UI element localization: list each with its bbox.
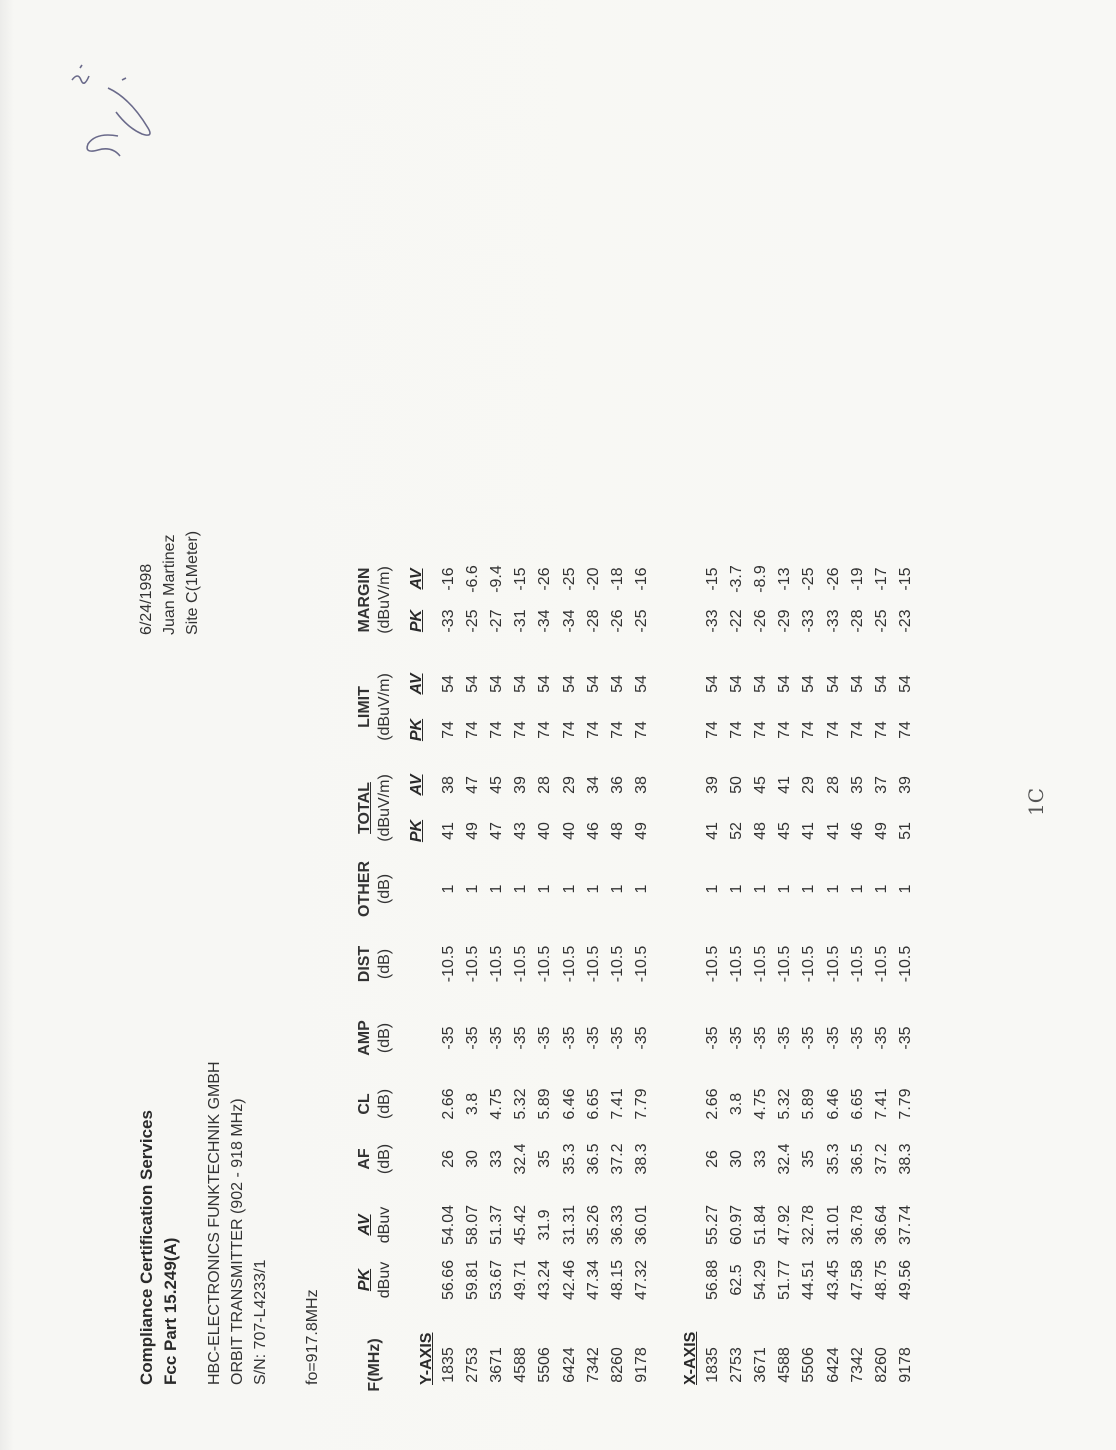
cell-limit-av: 54 [560,675,578,693]
fundamental-frequency: fo=917.8MHz [304,1289,321,1385]
cell-margin-av: -16 [632,567,650,591]
cell-limit-av: 54 [464,675,482,693]
cell-freq: 8260 [872,1347,890,1383]
cell-dist: -10.5 [848,945,866,983]
cell-limit-av: 54 [728,675,746,693]
cell-pk: 56.88 [704,1259,721,1301]
cell-freq: 1835 [704,1347,721,1383]
cell-margin-av: -8.9 [752,565,770,593]
cell-total-pk: 49 [464,822,482,840]
cell-av: 58.07 [464,1204,482,1246]
cell-pk: 48.75 [872,1259,890,1301]
test-site: Site C(1Meter) [184,530,201,635]
cell-limit-pk: 74 [752,721,770,739]
cell-amp: -35 [488,1026,506,1050]
cell-total-pk: 46 [584,822,602,840]
cell-margin-av: -26 [824,567,842,591]
cell-freq: 1835 [440,1347,457,1383]
cell-margin-av: -9.4 [488,565,506,593]
manufacturer: HBC-ELECTRONICS FUNKTECHNIK GMBH [206,1061,223,1385]
cell-margin-pk: -26 [752,609,770,633]
cell-cl: 6.46 [560,1088,578,1120]
cell-limit-av: 54 [488,675,506,693]
cell-av: 60.97 [728,1204,746,1246]
cell-freq: 8260 [608,1347,626,1383]
cell-pk: 47.58 [848,1259,866,1301]
cell-av: 36.78 [848,1204,866,1246]
header-limit-unit: (dBuV/m) [376,673,393,741]
cell-margin-pk: -33 [824,609,842,633]
cell-af: 30 [728,1150,746,1168]
cell-af: 35 [536,1150,554,1168]
cell-dist: -10.5 [512,945,530,983]
cell-pk: 47.34 [584,1259,602,1301]
cell-other: 1 [536,884,554,894]
cell-total-av: 34 [584,776,602,794]
header-cl-unit: (dB) [376,1088,393,1120]
cell-margin-pk: -25 [464,609,482,633]
cell-cl: 5.32 [512,1088,530,1120]
cell-other: 1 [704,884,721,894]
cell-freq: 5506 [536,1347,554,1383]
cell-other: 1 [608,884,626,894]
cell-limit-av: 54 [440,675,457,693]
cell-af: 37.2 [872,1143,890,1175]
cell-total-pk: 46 [848,822,866,840]
cell-limit-pk: 74 [512,721,530,739]
subheader-total-av: AV [408,774,425,796]
cell-total-pk: 47 [488,822,506,840]
cell-dist: -10.5 [776,945,794,983]
cell-cl: 6.46 [824,1088,842,1120]
subheader-total-pk: PK [408,819,425,843]
cell-other: 1 [584,884,602,894]
cell-limit-pk: 74 [632,721,650,739]
cell-other: 1 [824,884,842,894]
cell-total-pk: 41 [800,822,818,840]
cell-cl: 5.32 [776,1088,794,1120]
cell-limit-av: 54 [800,675,818,693]
cell-freq: 7342 [584,1347,602,1383]
cell-cl: 5.89 [800,1088,818,1120]
cell-limit-pk: 74 [872,721,890,739]
cell-limit-pk: 74 [776,721,794,739]
cell-af: 26 [704,1150,721,1168]
cell-av: 36.33 [608,1204,626,1246]
cell-total-pk: 40 [536,822,554,840]
cell-freq: 5506 [800,1347,818,1383]
cell-pk: 44.51 [800,1259,818,1301]
cell-amp: -35 [752,1026,770,1050]
cell-margin-pk: -33 [704,609,721,633]
header-margin-unit: (dBuV/m) [376,566,393,634]
cell-margin-pk: -29 [776,609,794,633]
cell-limit-pk: 74 [704,721,721,739]
cell-av: 35.26 [584,1204,602,1246]
cell-amp: -35 [560,1026,578,1050]
cell-dist: -10.5 [704,945,721,983]
cell-cl: 6.65 [848,1088,866,1120]
cell-pk: 43.45 [824,1259,842,1301]
cell-limit-av: 54 [608,675,626,693]
cell-av: 36.64 [872,1204,890,1246]
cell-limit-av: 54 [776,675,794,693]
section-label: Y-AXIS [418,1332,435,1385]
header-pk: PK [356,1268,373,1292]
cell-freq: 2753 [464,1347,482,1383]
cell-freq: 7342 [848,1347,866,1383]
cell-pk: 47.32 [632,1259,650,1301]
cell-total-av: 50 [728,776,746,794]
cell-margin-av: -25 [800,567,818,591]
cell-limit-pk: 74 [440,721,457,739]
cell-av: 31.31 [560,1204,578,1246]
cell-pk: 49.56 [896,1259,914,1301]
cell-amp: -35 [848,1026,866,1050]
report-page [105,15,985,1392]
cell-total-av: 28 [824,776,842,794]
cell-af: 32.4 [776,1143,794,1175]
header-af: AF [356,1148,373,1170]
cell-av: 45.42 [512,1204,530,1246]
cell-amp: -35 [464,1026,482,1050]
cell-total-pk: 51 [896,822,914,840]
cell-other: 1 [848,884,866,894]
cell-margin-av: -15 [704,567,721,591]
cell-limit-pk: 74 [536,721,554,739]
cell-total-av: 47 [464,776,482,794]
header-dist-unit: (dB) [376,948,393,980]
cell-av: 36.01 [632,1204,650,1246]
header-other-unit: (dB) [376,873,393,905]
cell-dist: -10.5 [728,945,746,983]
cell-margin-av: -13 [776,567,794,591]
header-total: TOTAL [356,782,373,834]
cell-dist: -10.5 [800,945,818,983]
cell-margin-av: -15 [512,567,530,591]
cell-limit-av: 54 [752,675,770,693]
cell-dist: -10.5 [440,945,457,983]
test-date: 6/24/1998 [138,563,155,635]
cell-margin-av: -3.7 [728,565,746,593]
cell-total-av: 29 [800,776,818,794]
cell-total-pk: 41 [824,822,842,840]
cell-cl: 3.8 [728,1092,746,1116]
cell-av: 32.78 [800,1204,818,1246]
cell-af: 33 [752,1150,770,1168]
device-name: ORBIT TRANSMITTER (902 - 918 MHz) [229,1098,246,1385]
cell-other: 1 [752,884,770,894]
cell-amp: -35 [512,1026,530,1050]
subheader-limit-av: AV [408,673,425,695]
serial-number: S/N: 707-L4233/1 [252,1259,269,1385]
cell-dist: -10.5 [536,945,554,983]
cell-total-av: 39 [512,776,530,794]
cell-pk: 48.15 [608,1259,626,1301]
cell-margin-av: -20 [584,567,602,591]
cell-freq: 3671 [488,1347,506,1383]
cell-margin-av: -18 [608,567,626,591]
cell-total-av: 29 [560,776,578,794]
cell-margin-pk: -26 [608,609,626,633]
cell-freq: 4588 [776,1347,794,1383]
header-av: AV [356,1214,373,1236]
cell-af: 30 [464,1150,482,1168]
cell-freq: 9178 [896,1347,914,1383]
cell-dist: -10.5 [560,945,578,983]
cell-amp: -35 [704,1026,721,1050]
header-pk-unit: dBuv [376,1261,393,1299]
cell-total-av: 36 [608,776,626,794]
cell-cl: 3.8 [464,1092,482,1116]
cell-other: 1 [776,884,794,894]
cell-cl: 2.66 [440,1088,457,1120]
cell-other: 1 [488,884,506,894]
cell-pk: 43.24 [536,1259,554,1301]
cell-cl: 7.41 [872,1088,890,1120]
cell-af: 36.5 [848,1143,866,1175]
cell-total-pk: 52 [728,822,746,840]
cell-cl: 7.41 [608,1088,626,1120]
cell-other: 1 [560,884,578,894]
cell-margin-pk: -33 [800,609,818,633]
cell-dist: -10.5 [464,945,482,983]
cell-limit-pk: 74 [608,721,626,739]
cell-dist: -10.5 [824,945,842,983]
cell-af: 26 [440,1150,457,1168]
cell-total-av: 39 [704,776,721,794]
cell-af: 32.4 [512,1143,530,1175]
cell-total-pk: 45 [776,822,794,840]
company-name: Compliance Certification Services [137,1110,156,1385]
cell-total-av: 28 [536,776,554,794]
cell-limit-pk: 74 [488,721,506,739]
subheader-margin-pk: PK [408,609,425,633]
cell-limit-pk: 74 [896,721,914,739]
cell-dist: -10.5 [584,945,602,983]
cell-amp: -35 [896,1026,914,1050]
subheader-margin-av: AV [408,568,425,590]
cell-total-av: 41 [776,776,794,794]
cell-pk: 62.5 [728,1264,746,1296]
subheader-limit-pk: PK [408,718,425,742]
cell-pk: 51.77 [776,1259,794,1301]
cell-margin-av: -16 [440,567,457,591]
cell-margin-pk: -34 [560,609,578,633]
header-av-unit: dBuv [376,1206,393,1244]
cell-af: 33 [488,1150,506,1168]
cell-margin-pk: -28 [848,609,866,633]
cell-limit-av: 54 [632,675,650,693]
cell-freq: 3671 [752,1347,770,1383]
cell-cl: 7.79 [896,1088,914,1120]
cell-amp: -35 [824,1026,842,1050]
cell-amp: -35 [536,1026,554,1050]
cell-af: 35 [800,1150,818,1168]
cell-av: 55.27 [704,1204,721,1246]
cell-total-pk: 43 [512,822,530,840]
cell-amp: -35 [776,1026,794,1050]
cell-other: 1 [440,884,457,894]
cell-total-pk: 49 [632,822,650,840]
cell-total-av: 45 [752,776,770,794]
cell-cl: 4.75 [752,1088,770,1120]
header-af-unit: (dB) [376,1143,393,1175]
engineer: Juan Martinez [161,534,178,635]
cell-margin-av: -26 [536,567,554,591]
cell-total-pk: 49 [872,822,890,840]
cell-limit-pk: 74 [584,721,602,739]
header-total-unit: (dBuV/m) [376,774,393,842]
cell-dist: -10.5 [752,945,770,983]
cell-total-av: 39 [896,776,914,794]
cell-cl: 4.75 [488,1088,506,1120]
standard: Fcc Part 15.249(A) [161,1237,180,1385]
page-mark: 1C [1024,787,1049,817]
header-amp: AMP [356,1020,373,1056]
cell-amp: -35 [584,1026,602,1050]
cell-limit-av: 54 [512,675,530,693]
cell-other: 1 [896,884,914,894]
cell-amp: -35 [608,1026,626,1050]
cell-af: 38.3 [896,1143,914,1175]
cell-freq: 6424 [560,1347,578,1383]
cell-other: 1 [800,884,818,894]
cell-amp: -35 [872,1026,890,1050]
cell-limit-av: 54 [848,675,866,693]
cell-margin-pk: -27 [488,609,506,633]
cell-af: 35.3 [824,1143,842,1175]
cell-dist: -10.5 [896,945,914,983]
cell-limit-av: 54 [872,675,890,693]
cell-av: 51.37 [488,1204,506,1246]
cell-amp: -35 [632,1026,650,1050]
cell-cl: 7.79 [632,1088,650,1120]
cell-av: 54.04 [440,1204,457,1246]
cell-margin-pk: -34 [536,609,554,633]
cell-dist: -10.5 [608,945,626,983]
cell-margin-pk: -25 [632,609,650,633]
cell-pk: 42.46 [560,1259,578,1301]
cell-other: 1 [728,884,746,894]
header-limit: LIMIT [356,686,373,728]
cell-total-av: 38 [440,776,457,794]
section-label: X-AXIS [682,1331,699,1385]
cell-margin-av: -15 [896,567,914,591]
cell-limit-av: 54 [704,675,721,693]
cell-pk: 56.66 [440,1259,457,1301]
header-cl: CL [356,1093,373,1115]
cell-limit-pk: 74 [560,721,578,739]
cell-limit-av: 54 [896,675,914,693]
cell-limit-pk: 74 [728,721,746,739]
cell-total-av: 35 [848,776,866,794]
cell-margin-pk: -25 [872,609,890,633]
cell-af: 38.3 [632,1143,650,1175]
cell-cl: 5.89 [536,1088,554,1120]
cell-other: 1 [464,884,482,894]
cell-freq: 6424 [824,1347,842,1383]
cell-dist: -10.5 [872,945,890,983]
cell-limit-av: 54 [536,675,554,693]
cell-limit-av: 54 [824,675,842,693]
cell-margin-av: -19 [848,567,866,591]
cell-other: 1 [512,884,530,894]
cell-total-pk: 41 [440,822,457,840]
cell-freq: 9178 [632,1347,650,1383]
cell-margin-pk: -22 [728,609,746,633]
cell-margin-pk: -31 [512,609,530,633]
cell-margin-pk: -23 [896,609,914,633]
header-amp-unit: (dB) [376,1022,393,1054]
cell-limit-av: 54 [584,675,602,693]
cell-pk: 59.81 [464,1259,482,1301]
cell-margin-pk: -33 [440,609,457,633]
cell-margin-av: -25 [560,567,578,591]
cell-pk: 53.67 [488,1259,506,1301]
cell-margin-pk: -28 [584,609,602,633]
cell-av: 31.9 [536,1209,554,1241]
cell-af: 35.3 [560,1143,578,1175]
header-freq: F(MHz) [366,1338,383,1392]
cell-other: 1 [872,884,890,894]
cell-freq: 2753 [728,1347,746,1383]
cell-av: 31.01 [824,1204,842,1246]
header-other: OTHER [356,861,373,917]
cell-cl: 2.66 [704,1088,721,1120]
cell-margin-av: -6.6 [464,565,482,593]
cell-cl: 6.65 [584,1088,602,1120]
cell-af: 36.5 [584,1143,602,1175]
cell-dist: -10.5 [488,945,506,983]
cell-margin-av: -17 [872,567,890,591]
cell-total-pk: 41 [704,822,721,840]
header-dist: DIST [356,945,373,983]
cell-freq: 4588 [512,1347,530,1383]
cell-total-pk: 40 [560,822,578,840]
cell-pk: 54.29 [752,1259,770,1301]
header-margin: MARGIN [356,567,373,633]
cell-limit-pk: 74 [800,721,818,739]
cell-amp: -35 [800,1026,818,1050]
cell-amp: -35 [728,1026,746,1050]
cell-other: 1 [632,884,650,894]
cell-total-av: 45 [488,776,506,794]
cell-total-pk: 48 [752,822,770,840]
cell-limit-pk: 74 [464,721,482,739]
cell-total-av: 38 [632,776,650,794]
cell-amp: -35 [440,1026,457,1050]
cell-limit-pk: 74 [824,721,842,739]
cell-limit-pk: 74 [848,721,866,739]
cell-av: 47.92 [776,1204,794,1246]
cell-total-pk: 48 [608,822,626,840]
cell-dist: -10.5 [632,945,650,983]
cell-av: 51.84 [752,1204,770,1246]
cell-total-av: 37 [872,776,890,794]
cell-af: 37.2 [608,1143,626,1175]
cell-pk: 49.71 [512,1259,530,1301]
cell-av: 37.74 [896,1204,914,1246]
